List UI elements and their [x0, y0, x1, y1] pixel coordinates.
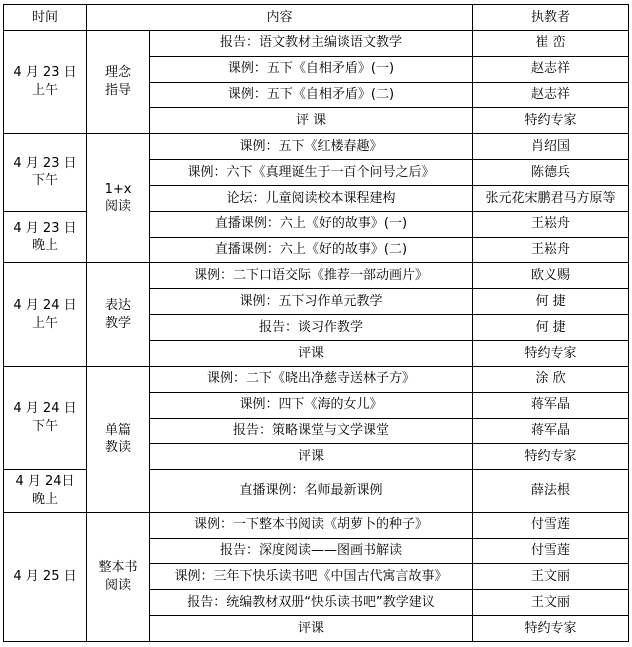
time-cell: 4 月 24日 晚上: [4, 470, 87, 513]
header-row: [4, 5, 629, 31]
content-cell: 报告：策略课堂与文学课堂: [150, 418, 473, 444]
teacher-cell: 薛法根: [473, 470, 629, 513]
teacher-cell: 蒋军晶: [473, 392, 629, 418]
header-content: 内容: [87, 5, 473, 31]
content-cell: 直播课例：六上《好的故事》(二): [150, 237, 473, 263]
table-row: [4, 512, 629, 538]
content-cell: 评课: [150, 340, 473, 366]
topic-cell: 单篇 教读: [87, 366, 150, 512]
content-cell: 报告：深度阅读——图画书解读: [150, 538, 473, 564]
content-cell: 课例：四下《海的女儿》: [150, 392, 473, 418]
content-cell: 课例：六下《真理诞生于一百个问号之后》: [150, 160, 473, 186]
teacher-cell: 崔 峦: [473, 30, 629, 56]
content-cell: 课例：五下《红楼春趣》: [150, 134, 473, 160]
teacher-cell: 涂 欣: [473, 366, 629, 392]
teacher-cell: 王崧舟: [473, 211, 629, 237]
content-cell: 直播课例：名师最新课例: [150, 470, 473, 513]
teacher-cell: 蒋军晶: [473, 418, 629, 444]
content-cell: 直播课例：六上《好的故事》(一): [150, 211, 473, 237]
content-cell: 课例：三年下快乐读书吧《中国古代寓言故事》: [150, 564, 473, 590]
teacher-cell: 王崧舟: [473, 237, 629, 263]
schedule-table: [3, 4, 629, 642]
content-cell: 论坛：儿童阅读校本课程建构: [150, 185, 473, 211]
teacher-cell: 何 捷: [473, 315, 629, 341]
topic-cell: 1+x 阅读: [87, 134, 150, 263]
teacher-cell: 特约专家: [473, 444, 629, 470]
header-teacher: 执教者: [473, 5, 629, 31]
teacher-cell: 陈德兵: [473, 160, 629, 186]
time-cell: 4 月 23 日 下午: [4, 134, 87, 212]
time-cell: 4 月 23 日 晚上: [4, 211, 87, 263]
content-cell: 课例：一下整本书阅读《胡萝卜的种子》: [150, 512, 473, 538]
table-row: [4, 30, 629, 56]
teacher-cell: 特约专家: [473, 340, 629, 366]
content-cell: 评课: [150, 616, 473, 642]
header-time: 时间: [4, 5, 87, 31]
teacher-cell: 特约专家: [473, 108, 629, 134]
content-cell: 报告：统编教材双册“快乐读书吧”教学建议: [150, 590, 473, 616]
topic-cell: 表达 教学: [87, 263, 150, 366]
content-cell: 课例：五下《自相矛盾》(一): [150, 56, 473, 82]
teacher-cell: 赵志祥: [473, 56, 629, 82]
teacher-cell: 付雪莲: [473, 538, 629, 564]
time-cell: 4 月 25 日: [4, 512, 87, 641]
content-cell: 报告：语文教材主编谈语文教学: [150, 30, 473, 56]
table-row: [4, 134, 629, 160]
content-cell: 课例：五下《自相矛盾》(二): [150, 82, 473, 108]
content-cell: 报告：谈习作教学: [150, 315, 473, 341]
content-cell: 课例：五下习作单元教学: [150, 289, 473, 315]
table-row: [4, 263, 629, 289]
teacher-cell: 何 捷: [473, 289, 629, 315]
teacher-cell: 张元花宋鹏君马方原等: [473, 185, 629, 211]
content-cell: 评 课: [150, 108, 473, 134]
time-cell: 4 月 24 日 下午: [4, 366, 87, 469]
teacher-cell: 王文丽: [473, 590, 629, 616]
content-cell: 评课: [150, 444, 473, 470]
teacher-cell: 欧义赐: [473, 263, 629, 289]
teacher-cell: 肖绍国: [473, 134, 629, 160]
teacher-cell: 赵志祥: [473, 82, 629, 108]
topic-cell: 理念 指导: [87, 30, 150, 133]
content-cell: 课例：二下《晓出净慈寺送林子方》: [150, 366, 473, 392]
time-cell: 4 月 23 日 上午: [4, 30, 87, 133]
topic-cell: 整本书 阅读: [87, 512, 150, 641]
time-cell: 4 月 24 日 上午: [4, 263, 87, 366]
teacher-cell: 特约专家: [473, 616, 629, 642]
teacher-cell: 王文丽: [473, 564, 629, 590]
teacher-cell: 付雪莲: [473, 512, 629, 538]
content-cell: 课例：二下口语交际《推荐一部动画片》: [150, 263, 473, 289]
table-row: [4, 366, 629, 392]
